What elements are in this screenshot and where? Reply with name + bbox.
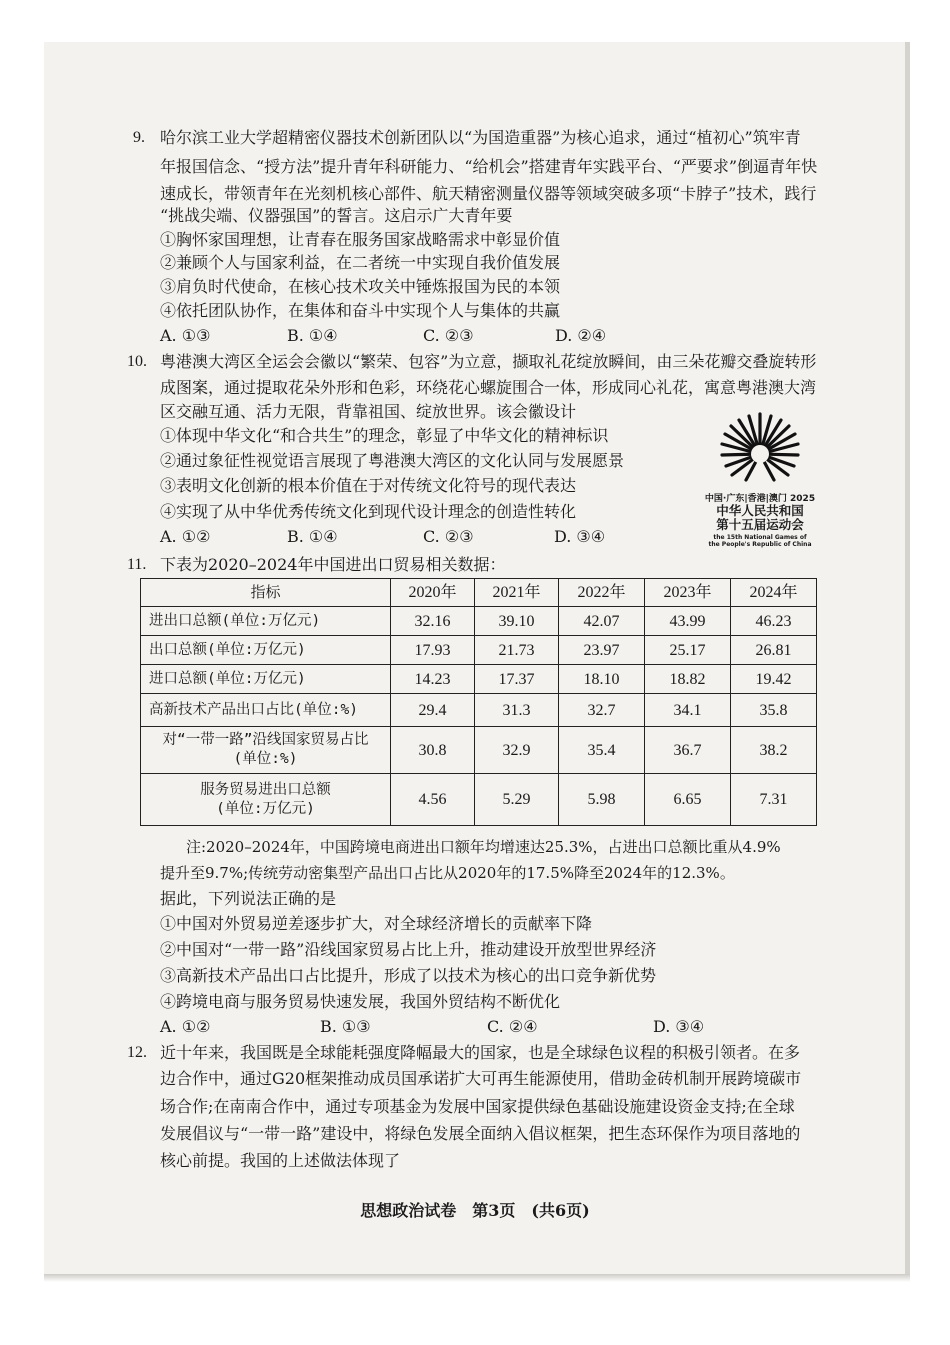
question-9-line-4: “挑战尖端、仪器强国”的誓言。这启示广大青年要 bbox=[160, 206, 513, 225]
option-c: C. ②③ bbox=[423, 527, 474, 546]
question-12-line-2: 边合作中，通过G20框架推动成员国承诺扩大可再生能源使用，借助金砖机制开展跨境碳市 bbox=[160, 1069, 802, 1088]
option-c: C. ②③ bbox=[423, 326, 474, 345]
question-11-statement-4: ④跨境电商与服务贸易快速发展，我国外贸结构不断优化 bbox=[160, 992, 561, 1011]
trade-data-table bbox=[140, 578, 817, 826]
question-12-number: 12. bbox=[127, 1044, 147, 1061]
question-10-statement-1: ①体现中华文化“和合共生”的理念，彰显了中华文化的精神标识 bbox=[160, 426, 609, 445]
firework-emblem-icon bbox=[700, 408, 820, 490]
question-9-statement-1: ①胸怀家国理想，让青春在服务国家战略需求中彰显价值 bbox=[160, 230, 561, 249]
question-11-stem: 据此，下列说法正确的是 bbox=[160, 889, 337, 908]
question-9-statement-3: ③肩负时代使命，在核心技术攻关中锤炼报国为民的本领 bbox=[160, 277, 561, 296]
question-12-line-3: 场合作;在南南合作中，通过专项基金为发展中国家提供绿色基础设施建设资金支持;在全球 bbox=[160, 1097, 795, 1116]
option-a: A. ①③ bbox=[160, 326, 211, 345]
question-11-note-line-2: 提升至9.7%;传统劳动密集型产品出口占比从2020年的17.5%降至2024年的12.3%。 bbox=[160, 864, 735, 882]
option-a: A. ①② bbox=[160, 1017, 211, 1036]
option-a: A. ①② bbox=[160, 527, 211, 546]
table-row: 高新技术产品出口占比(单位:%) 29.4 31.3 32.7 34.1 35.8 bbox=[141, 694, 817, 727]
option-d: D. ③④ bbox=[653, 1017, 705, 1036]
question-11-statement-1: ①中国对外贸易逆差逐步扩大，对全球经济增长的贡献率下降 bbox=[160, 914, 593, 933]
header-2021: 2021年 bbox=[475, 579, 559, 607]
question-9-statement-4: ④依托团队协作，在集体和奋斗中实现个人与集体的共赢 bbox=[160, 301, 561, 320]
question-10-number: 10. bbox=[127, 353, 147, 370]
table-row: 进出口总额(单位:万亿元) 32.16 39.10 42.07 43.99 46.23 bbox=[141, 607, 817, 636]
question-10-statement-2: ②通过象征性视觉语言展现了粤港澳大湾区的文化认同与发展愿景 bbox=[160, 451, 625, 470]
logo-title: 中华人民共和国 第十五届运动会 bbox=[716, 503, 804, 532]
option-b: B. ①④ bbox=[287, 527, 338, 546]
page-footer: 思想政治试卷 第3页 (共6页) bbox=[360, 1201, 590, 1220]
header-2023: 2023年 bbox=[645, 579, 731, 607]
question-11-options bbox=[160, 1017, 720, 1037]
option-b: B. ①④ bbox=[287, 326, 338, 345]
table-row: 进口总额(单位:万亿元) 14.23 17.37 18.10 18.82 19.42 bbox=[141, 665, 817, 694]
question-12-line-4: 发展倡议与“一带一路”建设中，将绿色发展全面纳入倡议框架，把生态环保作为项目落地的 bbox=[160, 1124, 801, 1143]
page-shadow bbox=[44, 1274, 910, 1282]
question-11-statement-2: ②中国对“一带一路”沿线国家贸易占比上升，推动建设开放型世界经济 bbox=[160, 940, 657, 959]
table-row: 对“一带一路”沿线国家贸易占比 (单位:%) 30.8 32.9 35.4 36.7 38.2 bbox=[141, 727, 817, 774]
question-10-statement-3: ③表明文化创新的根本价值在于对传统文化符号的现代表达 bbox=[160, 476, 577, 495]
question-10-line-1: 粤港澳大湾区全运会会徽以“繁荣、包容”为立意，撷取礼花绽放瞬间，由三朵花瓣交叠旋转形 bbox=[160, 352, 817, 371]
question-9-line-1: 哈尔滨工业大学超精密仪器技术创新团队以“为国造重器”为核心追求，通过“植初心”筑牢青 bbox=[160, 128, 801, 147]
question-9-statement-2: ②兼顾个人与国家利益，在二者统一中实现自我价值发展 bbox=[160, 253, 561, 272]
question-12-line-1: 近十年来，我国既是全球能耗强度降幅最大的国家，也是全球绿色议程的积极引领者。在多 bbox=[160, 1043, 801, 1062]
header-2024: 2024年 bbox=[731, 579, 817, 607]
question-11-note-line-1: 注:2020–2024年，中国跨境电商进出口额年均增速达25.3%，占进出口总额比重从4.9% bbox=[186, 838, 781, 856]
question-10-options bbox=[160, 527, 660, 547]
question-10-statement-4: ④实现了从中华优秀传统文化到现代设计理念的创造性转化 bbox=[160, 502, 577, 521]
question-12-line-5: 核心前提。我国的上述做法体现了 bbox=[160, 1151, 401, 1170]
option-d: D. ②④ bbox=[555, 326, 607, 345]
header-2020: 2020年 bbox=[391, 579, 475, 607]
question-9-line-2: 年报国信念、“授方法”提升青年科研能力、“给机会”搭建青年实践平台、“严要求”倒逼青年快 bbox=[160, 157, 818, 176]
option-b: B. ①③ bbox=[320, 1017, 371, 1036]
question-9-number: 9. bbox=[133, 129, 145, 146]
option-d: D. ③④ bbox=[554, 527, 606, 546]
question-11-number: 11. bbox=[127, 556, 147, 573]
header-2022: 2022年 bbox=[559, 579, 645, 607]
question-10-line-3: 区交融互通、活力无限，背靠祖国、绽放世界。该会徽设计 bbox=[160, 402, 577, 421]
question-9-line-3: 速成长，带领青年在光刻机核心部件、航天精密测量仪器等领域突破多项“卡脖子”技术，践行 bbox=[160, 184, 817, 203]
table-header-row bbox=[141, 579, 817, 607]
question-10-line-2: 成图案，通过提取花朵外形和色彩，环绕花心螺旋围合一体，形成同心礼花，寓意粤港澳大湾 bbox=[160, 378, 817, 397]
option-c: C. ②④ bbox=[487, 1017, 538, 1036]
national-games-logo bbox=[700, 408, 820, 558]
logo-location-caption: 中国·广东|香港|澳门 2025 bbox=[704, 494, 816, 504]
question-9-options bbox=[160, 326, 660, 346]
table-row: 服务贸易进出口总额 (单位:万亿元) 4.56 5.29 5.98 6.65 7.31 bbox=[141, 774, 817, 826]
question-11-intro: 下表为2020–2024年中国进出口贸易相关数据： bbox=[160, 555, 506, 574]
table-row: 出口总额(单位:万亿元) 17.93 21.73 23.97 25.17 26.81 bbox=[141, 636, 817, 665]
logo-english-caption: the 15th National Games of the People's Republic of China bbox=[708, 534, 812, 548]
header-indicator: 指标 bbox=[141, 579, 391, 607]
question-11-statement-3: ③高新技术产品出口占比提升，形成了以技术为核心的出口竞争新优势 bbox=[160, 966, 657, 985]
